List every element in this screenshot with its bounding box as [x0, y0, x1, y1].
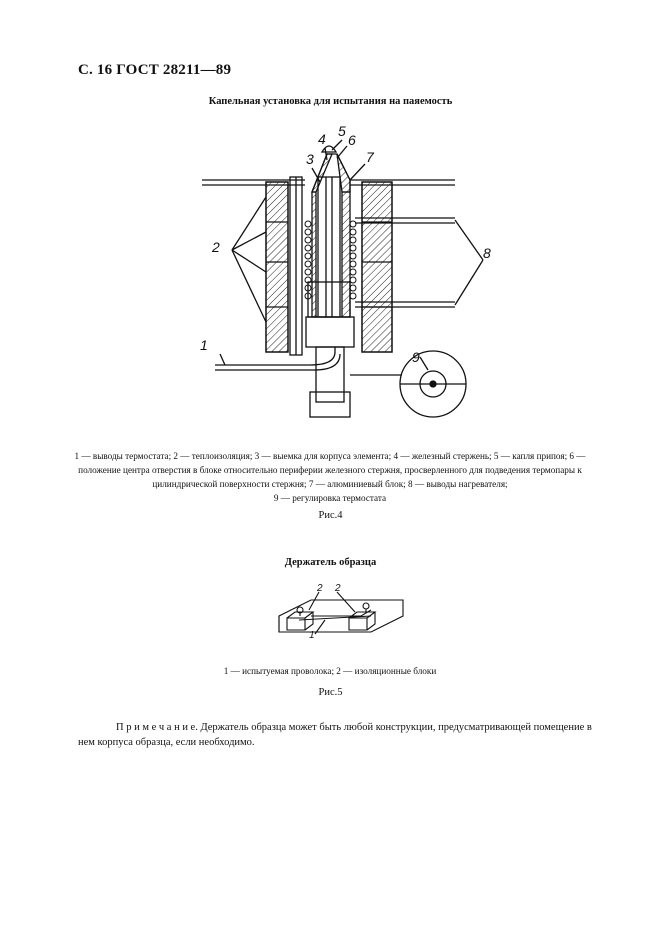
figure5-label-2b: 2 [335, 583, 341, 594]
figure5-label-1: 1 [309, 630, 315, 640]
figure4-title: Капельная установка для испытания на паяемость [208, 96, 453, 107]
figure5-title: Держатель образца [284, 557, 377, 568]
figure5-label-2a: 2 [317, 583, 323, 594]
figure4-caption-text: 1 — выводы термостата; 2 — теплоизоляция; 3 — выемка для корпуса элемента; 4 — железный стержень; 5 — капля припоя; 6 — положение центра отверстия в блоке относительно периферии железного стержня, просверленного для подведения термопары к цилиндрической поверхности стержня; 7 — алюминиевый блок; 8 — выводы нагревателя; [74, 451, 586, 489]
figure4-caption [60, 449, 600, 505]
figure4-label-3: 3 [306, 151, 314, 167]
figure4-label-2: 2 [212, 239, 220, 255]
figure4-label-5: 5 [338, 123, 346, 139]
figure4-label: Рис.4 [318, 510, 343, 521]
figure5-label: Рис.5 [318, 687, 343, 698]
note-paragraph: П р и м е ч а н и е. Держатель образца может быть любой конструкции, предусматривающей помещение в нем корпуса образца, если необходимо. [78, 722, 592, 748]
page-header: С. 16 ГОСТ 28211—89 [78, 62, 232, 78]
figure5-drawing [275, 580, 415, 640]
figure4-label-6: 6 [348, 132, 356, 148]
figure4-label-9: 9 [412, 349, 420, 365]
figure4-label-4: 4 [318, 131, 326, 147]
figure4-label-7: 7 [366, 149, 374, 165]
figure5-caption: 1 — испытуемая проволока; 2 — изоляционные блоки [223, 666, 437, 676]
figure4-label-8: 8 [483, 245, 491, 261]
figure4-drawing [190, 122, 500, 427]
figure4-label-1: 1 [200, 337, 208, 353]
figure4-caption-text-9: 9 — регулировка термостата [273, 493, 387, 503]
